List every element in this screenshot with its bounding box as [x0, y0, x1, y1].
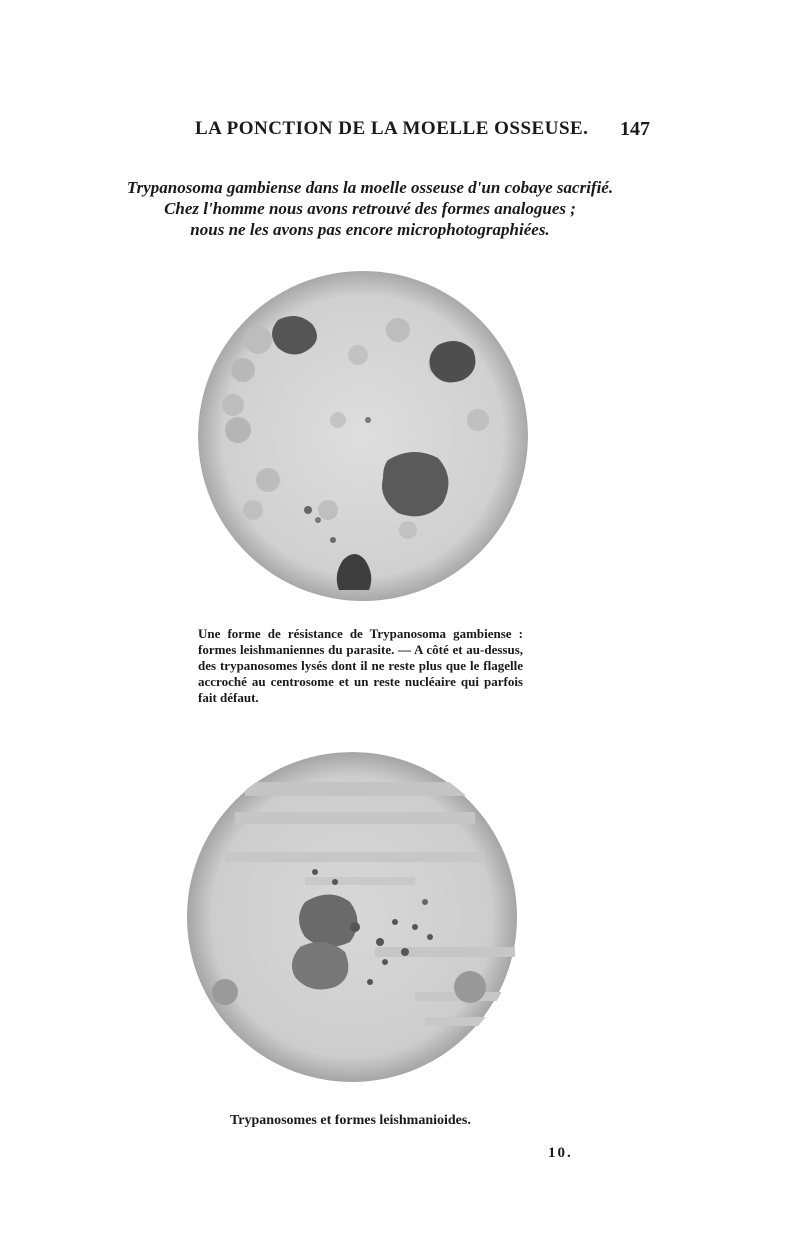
micrograph-1-image: [198, 270, 528, 602]
micrograph-2: [185, 752, 520, 1082]
signature-mark: 10.: [548, 1145, 573, 1161]
figure-2-caption: Trypanosomes et formes leishmanioides.: [230, 1113, 471, 1128]
top-caption-line-3: nous ne les avons pas encore microphotographiées.: [190, 220, 550, 239]
top-caption-line-1: Trypanosoma gambiense dans la moelle osseuse d'un cobaye sacrifié.: [126, 178, 614, 197]
page-number: 147: [620, 118, 650, 140]
top-caption: [100, 177, 640, 240]
micrograph-2-image: [185, 752, 520, 1082]
micrograph-1: [198, 270, 528, 602]
running-head: LA PONCTION DE LA MOELLE OSSEUSE.: [195, 118, 589, 139]
figure-1-caption: Une forme de résistance de Trypanosoma gambiense : formes leishmaniennes du parasite. — A côté et au-dessus, des trypanosomes lysés dont il ne reste plus que le flagelle accroché au centrosome et un reste nucléaire qui parfois fait défaut.: [198, 626, 523, 705]
top-caption-line-2: Chez l'homme nous avons retrouvé des formes analogues ;: [164, 199, 576, 218]
